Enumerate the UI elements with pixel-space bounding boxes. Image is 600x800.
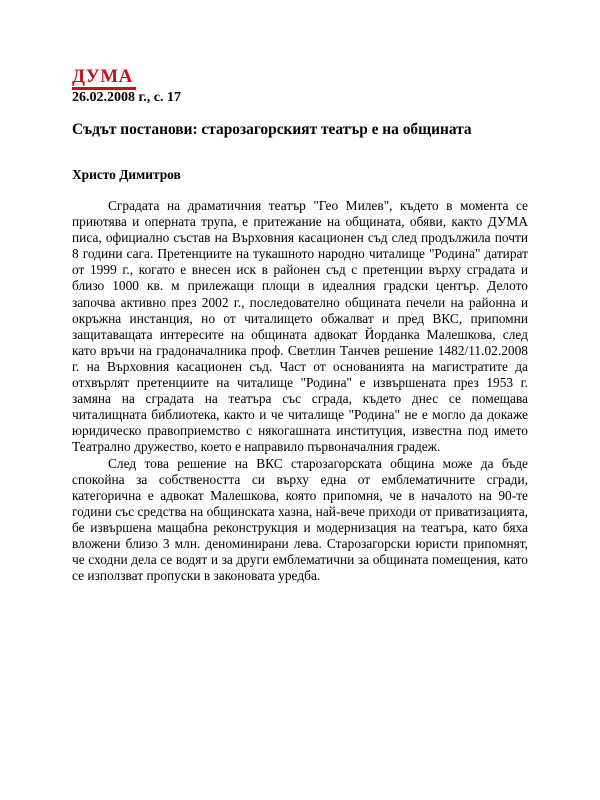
article-paragraph: Сградата на драматичния театър "Гео Милев", където в момента се приютява и оперната трупа, е притежание на общината, обяви, както ДУМА писа, официално състав на Върховния касационен съд след продължила почти 8 години сага. Претенциите на тукашното народно читалище "Родина" датират от 1999 г., когато е внесен иск в районен съд с претенции върху сградата и близо 1000 кв. м прилежащи площи в идеалния градски център. Делото започва активно през 2002 г., последователно общината печели на районна и окръжна инстанция, но от читалището обжалват и пред ВКС, припомни защитаващата интересите на общината адвокат Йорданка Малешкова, след като връчи на градоначалника проф. Светлин Танчев решение 1482/11.02.2008 г. на Върховния касационен съд. Част от основанията на магистратите да отхвърлят претенциите на читалище "Родина" е извършената през 1953 г. замяна на сградата на театъра със сграда, където днес се помещава читалищната библиотека, както и че читалище "Родина" не е могло да докаже юридическо правоприемство с някогашната институция, известна под името Театрално дружество, което е направило първоначалния градеж. [72,198,528,455]
logo-text: ДУМА [72,66,133,87]
article-headline: Съдът постанови: старозагорският театър е на общината [72,121,472,138]
article-paragraph: След това решение на ВКС старозагорската община може да бъде спокойна за собствеността си върху една от емблематичните сгради, категорична е адвокат Малешкова, която припомня, че в началото на 90-те години със средства на общинската хазна, най-вече приходи от приватизацията, бе извършена мащабна реконструкция и модернизация на театъра, като бяха вложени близо 3 млн. деноминирани лева. Старозагорски юристи припомнят, че сходни дела се водят и за други емблематични за общината помещения, като се използват пропуски в законовата уредба. [72,455,528,584]
source-date-page: 26.02.2008 г., с. 17 [72,90,181,105]
duma-logo [72,68,136,90]
article-body [72,198,528,584]
article-author: Христо Димитров [72,167,181,182]
